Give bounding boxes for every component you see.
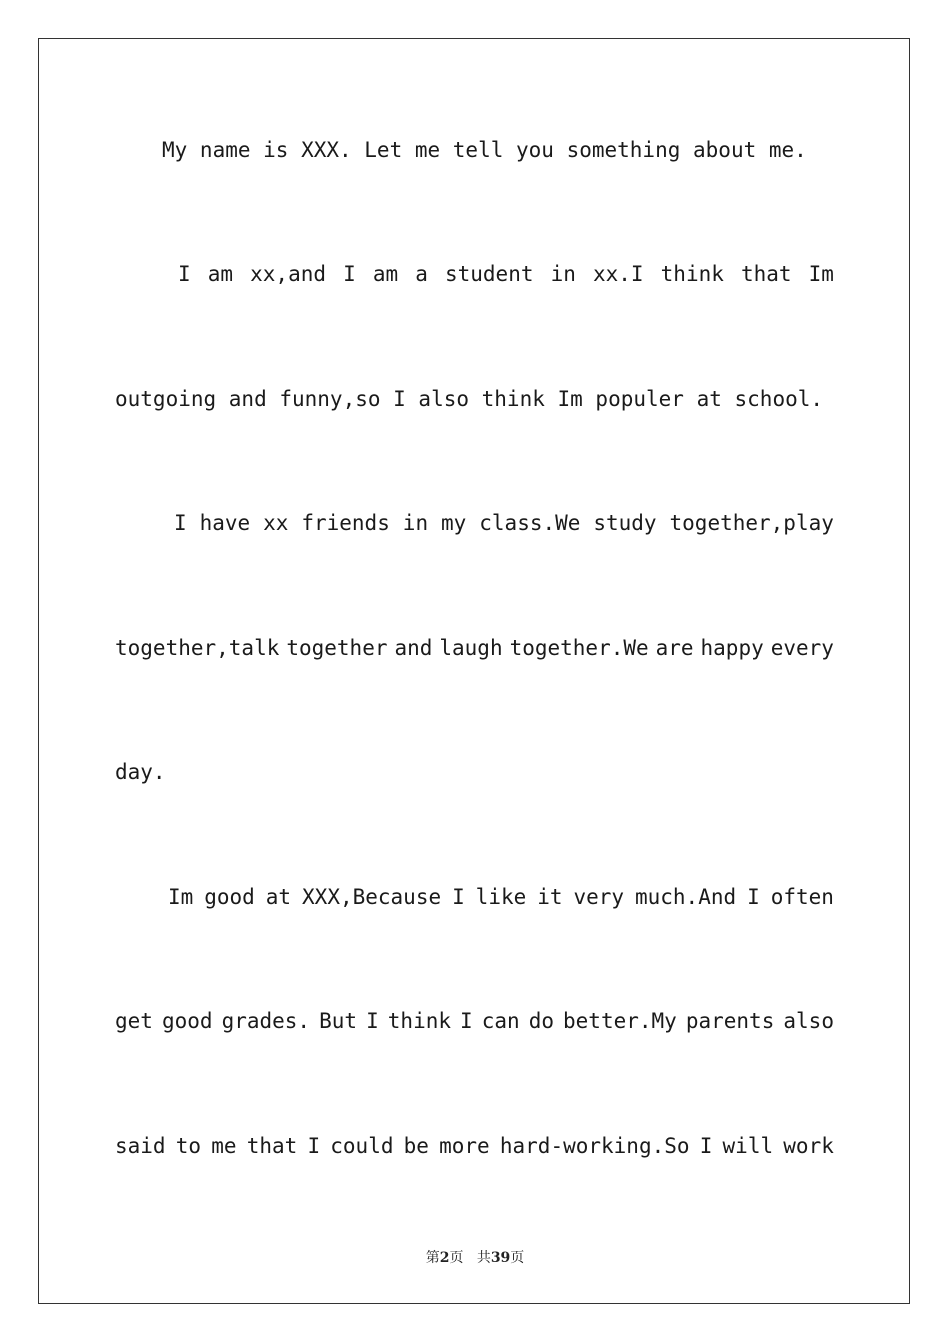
page-border <box>38 38 910 1304</box>
word: do <box>528 1009 554 1033</box>
paragraph-4-line-3 <box>115 1132 834 1160</box>
word: xx,and <box>250 262 326 286</box>
word: I <box>460 1009 473 1033</box>
word: at <box>265 885 292 909</box>
word: in <box>550 262 576 286</box>
word: laugh <box>439 636 503 660</box>
page-footer <box>0 1247 950 1267</box>
word: happy <box>700 636 764 660</box>
word: good <box>161 1009 213 1033</box>
paragraph-2-line-2: outgoing and funny,so I also think Im populer at school. <box>115 387 824 411</box>
word: I <box>699 1134 713 1158</box>
word: together,play <box>669 511 834 535</box>
word: xx.I <box>592 262 644 286</box>
word: XXX,Because <box>302 885 442 909</box>
word: more <box>439 1134 490 1158</box>
word: I <box>307 1134 321 1158</box>
word: good <box>204 885 255 909</box>
word: every <box>770 636 834 660</box>
word: very <box>573 885 625 909</box>
word: I <box>174 511 187 535</box>
word: like <box>475 885 527 909</box>
word: I <box>366 1009 379 1033</box>
word: much.And <box>634 885 737 909</box>
word: a <box>415 262 428 286</box>
word: are <box>655 636 694 660</box>
word: often <box>770 885 834 909</box>
paragraph-1-line-1: My name is XXX. Let me tell you something about me. <box>162 138 807 162</box>
word: parents <box>685 1009 775 1033</box>
word: think <box>387 1009 451 1033</box>
word: I <box>452 885 465 909</box>
word: better.My <box>563 1009 677 1033</box>
word: study <box>593 511 657 535</box>
word: and <box>394 636 433 660</box>
word: to <box>175 1134 202 1158</box>
paragraph-3-line-1 <box>174 509 834 537</box>
word: But <box>319 1009 358 1033</box>
word: think <box>660 262 724 286</box>
word: class.We <box>479 511 581 535</box>
word: also <box>783 1009 834 1033</box>
word: in <box>402 511 429 535</box>
word: together,talk <box>115 636 280 660</box>
word: friends <box>301 511 390 535</box>
word: have <box>199 511 251 535</box>
word: me <box>211 1134 237 1158</box>
word: work <box>783 1134 834 1158</box>
paragraph-3-line-2 <box>115 634 834 662</box>
page-suffix: 页 <box>449 1250 464 1266</box>
total-pages: 39 <box>490 1250 511 1266</box>
word: be <box>403 1134 429 1158</box>
word: Im <box>808 262 834 286</box>
word: student <box>444 262 534 286</box>
word: will <box>722 1134 774 1158</box>
word: that <box>740 262 792 286</box>
word: I <box>343 262 356 286</box>
page-prefix: 第 <box>425 1250 440 1266</box>
word: hard-working.So <box>499 1134 690 1158</box>
word: get <box>115 1009 153 1033</box>
word: that <box>246 1134 298 1158</box>
word: grades. <box>221 1009 311 1033</box>
word: Im <box>168 885 194 909</box>
word: I <box>178 262 191 286</box>
total-suffix: 页 <box>510 1250 525 1266</box>
total-prefix: 共 <box>476 1250 491 1266</box>
word: can <box>481 1009 520 1033</box>
word: my <box>441 511 467 535</box>
page-number: 2 <box>439 1250 450 1266</box>
paragraph-4-line-1 <box>168 883 834 911</box>
word: am <box>207 262 234 286</box>
word: I <box>747 885 760 909</box>
word: together <box>286 636 388 660</box>
word: am <box>372 262 399 286</box>
word: together.We <box>509 636 649 660</box>
paragraph-3-line-3: day. <box>115 760 166 784</box>
paragraph-4-line-2 <box>115 1007 834 1035</box>
paragraph-2-line-1 <box>178 260 834 288</box>
word: xx <box>263 511 289 535</box>
word: could <box>330 1134 394 1158</box>
word: said <box>115 1134 166 1158</box>
word: it <box>537 885 563 909</box>
